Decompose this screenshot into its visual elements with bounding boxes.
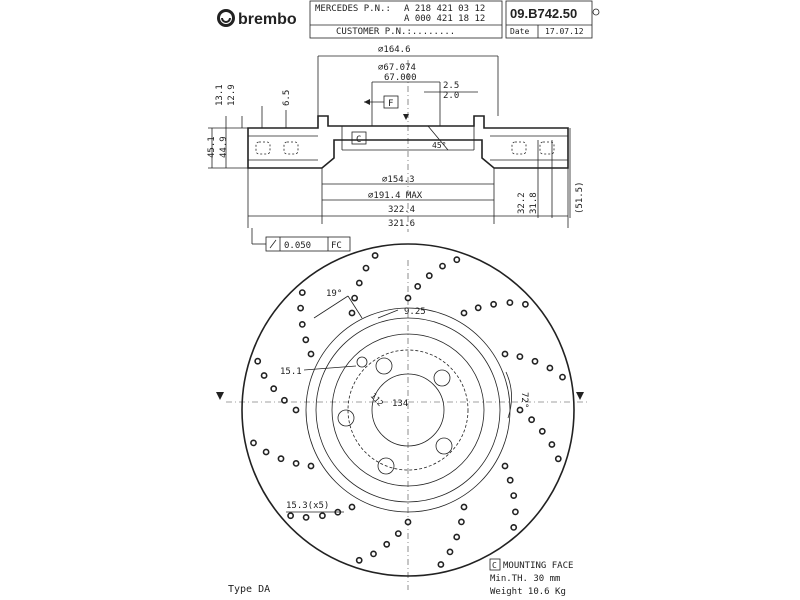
drill-hole [415, 284, 420, 289]
drill-hole [427, 273, 432, 278]
datum-c: C [356, 135, 362, 145]
drill-hole [308, 351, 313, 356]
dim-20: 2.0 [443, 91, 460, 101]
oem-label: MERCEDES P.N.: [315, 4, 391, 14]
drill-hole [511, 493, 516, 498]
runout-value: 0.050 [284, 241, 312, 251]
dim-25: 2.5 [443, 81, 460, 91]
bolt-holes [338, 358, 452, 474]
drill-hole [363, 266, 368, 271]
drill-hole [513, 509, 518, 514]
drill-hole [507, 300, 512, 305]
drill-hole [288, 513, 293, 518]
mounting-face-letter: C [492, 561, 497, 570]
min-thickness: Min.TH. 30 mm [490, 574, 561, 584]
dim-129: 12.9 [227, 84, 237, 106]
drill-hole [459, 519, 464, 524]
dim-chamfer: 45° [432, 141, 447, 150]
drill-hole [523, 302, 528, 307]
drill-hole [282, 398, 287, 403]
drill-hole [405, 519, 410, 524]
drill-hole [476, 305, 481, 310]
disc-outer-edge [242, 244, 574, 576]
drill-hole [357, 558, 362, 563]
dim-451: 45.1 [207, 136, 217, 158]
drill-hole [511, 525, 516, 530]
drill-hole [298, 306, 303, 311]
notes [228, 559, 573, 597]
brand-name: brembo [238, 11, 297, 28]
drill-hole [508, 478, 513, 483]
drill-hole [529, 417, 534, 422]
hole-dim: 15.3(x5) [286, 501, 330, 511]
drill-hole [440, 264, 445, 269]
drill-hole [517, 354, 522, 359]
drill-hole [293, 407, 298, 412]
drill-hole [349, 310, 354, 315]
header [217, 1, 599, 38]
drill-hole [352, 296, 357, 301]
dim-65: 6.5 [282, 89, 292, 106]
drill-hole [540, 429, 545, 434]
drill-hole [384, 542, 389, 547]
drill-hole [278, 456, 283, 461]
customer-pn: CUSTOMER P.N.:........ [336, 27, 456, 37]
drill-hole [502, 351, 507, 356]
drill-hole [357, 280, 362, 285]
date-label: Date [510, 27, 530, 36]
drill-hole [308, 463, 313, 468]
type-label: Type DA [228, 584, 271, 595]
date-value: 17.07.12 [545, 27, 584, 36]
dim-151: 15.1 [280, 367, 302, 377]
drill-hole [271, 386, 276, 391]
dim-449: 44.9 [219, 136, 229, 158]
drill-hole [373, 253, 378, 258]
pcd-label: 112 [368, 391, 385, 409]
drill-hole [454, 534, 459, 539]
drill-hole [438, 562, 443, 567]
oem-number-2: A 000 421 18 12 [404, 14, 486, 24]
drill-hole [262, 373, 267, 378]
mounting-face: MOUNTING FACE [503, 561, 574, 571]
dim-d67074: ⌀67.074 [378, 63, 416, 73]
drill-hole [532, 359, 537, 364]
drill-hole [349, 504, 354, 509]
vent-holes [256, 142, 554, 154]
centre-dim: 134 [392, 399, 409, 409]
locating-hole [357, 357, 367, 367]
centre-bore [372, 374, 444, 446]
dim-d1914: ⌀191.4 MAX [368, 191, 423, 201]
drill-hole [320, 513, 325, 518]
drill-hole [264, 449, 269, 454]
drill-hole [461, 310, 466, 315]
drill-hole [300, 290, 305, 295]
dim-d67000: 67.000 [384, 73, 417, 83]
dim-318: 31.8 [529, 192, 539, 214]
drill-hole [396, 531, 401, 536]
datum-f: F [388, 99, 394, 109]
dim-d3224: 322.4 [388, 205, 416, 215]
drill-hole [502, 463, 507, 468]
drill-hole [251, 440, 256, 445]
drill-hole [556, 456, 561, 461]
drill-hole [255, 359, 260, 364]
drill-hole [371, 551, 376, 556]
angle-72: 72° [519, 392, 529, 409]
weight: Weight 10.6 Kg [490, 587, 566, 597]
drill-hole [491, 302, 496, 307]
drill-hole [300, 322, 305, 327]
angle-19: 19° [326, 289, 343, 299]
dim-515: (51.5) [575, 181, 585, 214]
dim-d3216: 321.6 [388, 219, 416, 229]
brembo-logo [217, 9, 297, 28]
drill-hole [560, 375, 565, 380]
drill-hole [447, 549, 452, 554]
drill-hole [461, 504, 466, 509]
front-view [216, 244, 590, 590]
drill-hole [547, 365, 552, 370]
dim-131: 13.1 [215, 84, 225, 106]
dim-d164: ⌀164.6 [378, 45, 411, 55]
drilled-holes [251, 253, 565, 567]
runout-ref: FC [331, 241, 342, 251]
drill-hole [303, 337, 308, 342]
oem-number-1: A 218 421 03 12 [404, 4, 486, 14]
drill-hole [304, 515, 309, 520]
drill-hole [405, 295, 410, 300]
dim-d1543: ⌀154.3 [382, 175, 415, 185]
drill-hole [294, 461, 299, 466]
runout-icon [270, 240, 276, 248]
drill-hole [549, 442, 554, 447]
runout-tolerance-box [252, 228, 350, 251]
drill-hole [454, 257, 459, 262]
part-number: 09.B742.50 [510, 6, 578, 21]
section-view [207, 45, 585, 251]
dim-925: 9.25 [404, 307, 426, 317]
dim-322: 32.2 [517, 192, 527, 214]
